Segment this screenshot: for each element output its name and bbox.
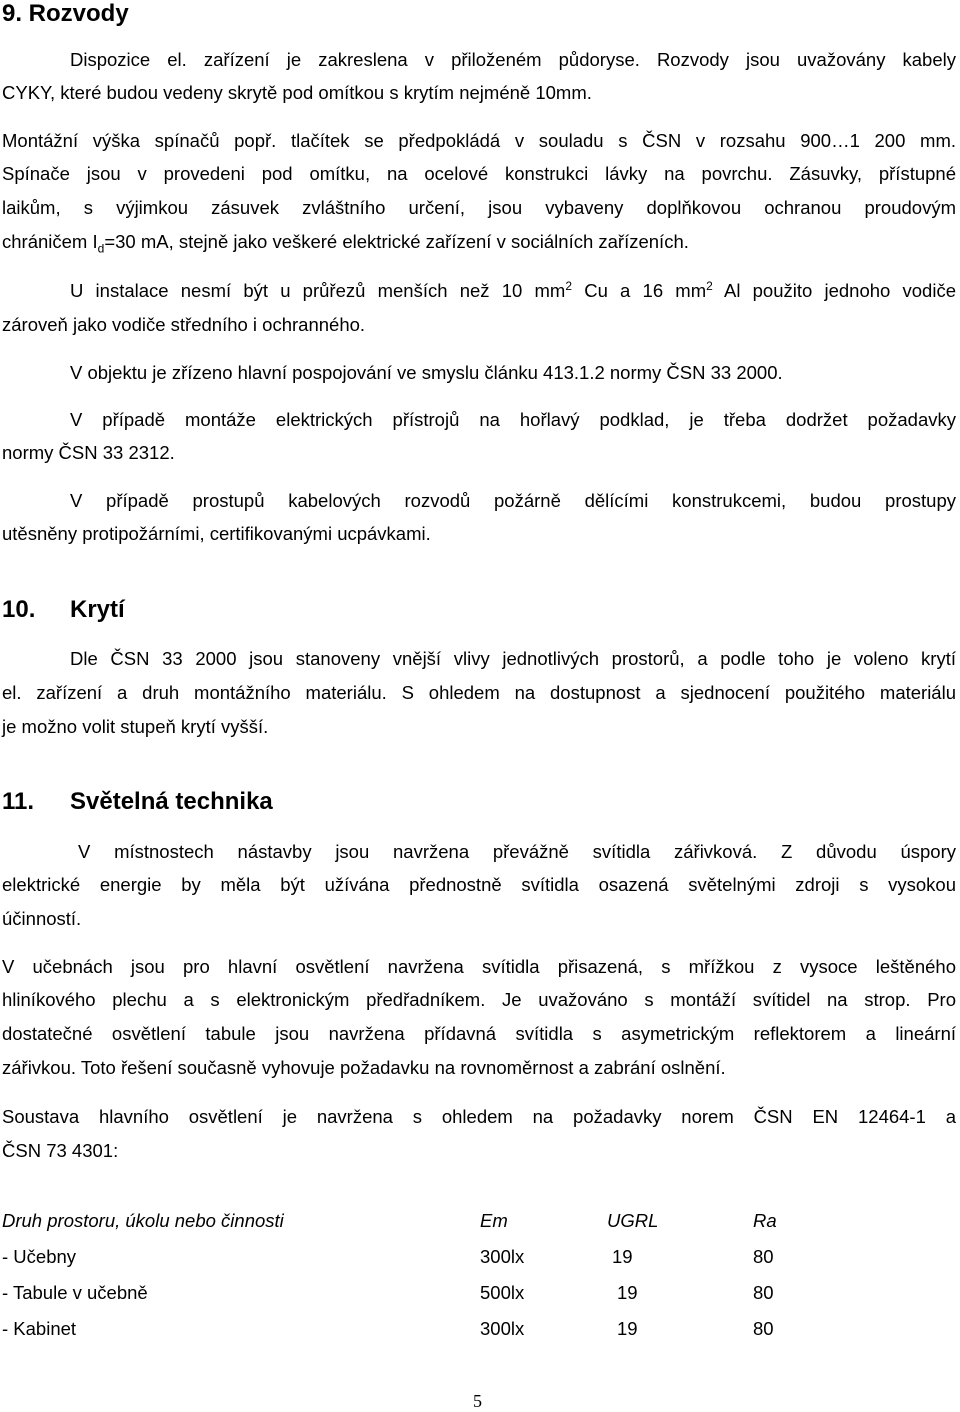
table-cell: 19: [612, 1246, 633, 1267]
table-cell: 19: [617, 1318, 638, 1339]
paragraph-line: U instalace nesmí být u průřezů menších než 10 $mm^2$ Cu a 16 $mm^2$ Al použito jednoho vodiče: [70, 278, 956, 301]
paragraph-line: zářivkou. Toto řešení současně vyhovuje požadavku na rovnoměrnost a zabrání oslnění.: [2, 1057, 726, 1078]
paragraph-line: dostatečné osvětlení tabule jsou navržena přídavná svítidla s asymetrickým reflektorem a lineární: [2, 1023, 956, 1044]
table-header-cell: UGRL: [607, 1210, 659, 1231]
section-number: 10.: [2, 596, 36, 623]
table-cell: 80: [753, 1282, 774, 1303]
paragraph-line: Spínače jsou v provedeni pod omítku, na ocelové konstrukci lávky na povrchu. Zásuvky, přístupné: [2, 163, 956, 184]
paragraph-line: utěsněny protipožárními, certifikovanými ucpávkami.: [2, 523, 431, 544]
paragraph-line: Montážní výška spínačů popř. tlačítek se předpokládá v souladu s ČSN v rozsahu 900…1 200 mm.: [2, 130, 956, 151]
section-heading-svetelna-technika: Světelná technika: [70, 788, 273, 815]
table-header-cell: Ra: [753, 1210, 777, 1231]
paragraph-line: CYKY, které budou vedeny skrytě pod omítkou s krytím nejméně 10mm.: [2, 82, 592, 103]
table-header-cell: Em: [480, 1210, 508, 1231]
paragraph-line: V případě montáže elektrických přístrojů na hořlavý podklad, je třeba dodržet požadavky: [70, 409, 956, 430]
paragraph-line: Dle ČSN 33 2000 jsou stanoveny vnější vlivy jednotlivých prostorů, a podle toho je voleno krytí: [70, 648, 956, 669]
paragraph-line: chráničem $I_d=30$ mA, stejně jako veškeré elektrické zařízení v sociálních zařízeních.: [2, 231, 689, 256]
paragraph-line: normy ČSN 33 2312.: [2, 442, 175, 463]
paragraph-line: el. zařízení a druh montážního materiálu. S ohledem na dostupnost a sjednocení použitého materiálu: [2, 682, 956, 703]
section-number: 11.: [2, 788, 35, 815]
table-cell: - Kabinet: [2, 1318, 77, 1339]
paragraph-line: V objektu je zřízeno hlavní pospojování ve smyslu článku 413.1.2 normy ČSN 33 2000.: [70, 362, 783, 383]
paragraph-line: elektrické energie by měla být užívána přednostně svítidla osazená světelnými zdroji s vysokou: [2, 874, 956, 895]
paragraph-line: Dispozice el. zařízení je zakreslena v přiloženém půdoryse. Rozvody jsou uvažovány kabely: [70, 49, 956, 70]
paragraph-line: V učebnách jsou pro hlavní osvětlení navržena svítidla přisazená, s mřížkou z vysoce leštěného: [2, 956, 956, 977]
table-cell: 80: [753, 1246, 774, 1267]
table-header-cell: Druh prostoru, úkolu nebo činnosti: [2, 1210, 284, 1231]
table-cell: 19: [617, 1282, 638, 1303]
section-heading-rozvody: 9. Rozvody: [2, 0, 129, 27]
paragraph-line: V místnostech nástavby jsou navržena převážně svítidla zářivková. Z důvodu úspory: [78, 841, 956, 862]
table-cell: 500lx: [480, 1282, 525, 1303]
paragraph-line: laikům, s výjimkou zásuvek zvláštního určení, jsou vybaveny doplňkovou ochranou proudovým: [2, 197, 956, 218]
paragraph-line: hliníkového plechu a s elektronickým předřadníkem. Je uvažováno s montáží svítidel na strop. Pro: [2, 989, 956, 1010]
table-cell: 300lx: [480, 1318, 525, 1339]
table-cell: - Tabule v učebně: [2, 1282, 148, 1303]
table-cell: - Učebny: [2, 1246, 77, 1267]
paragraph-line: V případě prostupů kabelových rozvodů požárně dělícími konstrukcemi, budou prostupy: [70, 490, 956, 511]
paragraph-line: Soustava hlavního osvětlení je navržena s ohledem na požadavky norem ČSN EN 12464-1 a: [2, 1106, 956, 1127]
paragraph-line: ČSN 73 4301:: [2, 1140, 119, 1161]
table-cell: 80: [753, 1318, 774, 1339]
section-heading-kryti: Krytí: [70, 596, 125, 623]
paragraph-line: zároveň jako vodiče středního i ochranného.: [2, 314, 366, 335]
paragraph-line: účinností.: [2, 908, 82, 929]
paragraph-line: je možno volit stupeň krytí vyšší.: [2, 716, 269, 737]
page-number: 5: [473, 1391, 482, 1411]
table-cell: 300lx: [480, 1246, 525, 1267]
